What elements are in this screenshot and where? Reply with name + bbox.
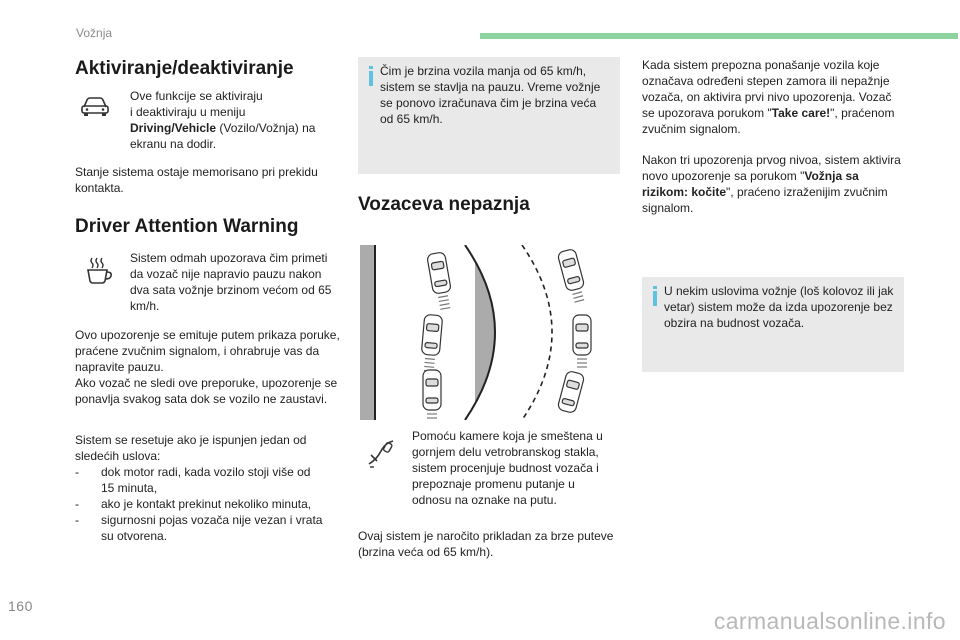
level2-warning-text: Nakon tri upozorenja prvog nivoa, sistem aktivira novo upozorenje sa porukom "Vožnja sa rizikom: kočite", praćeno izraženijim zvučnim signalom. xyxy=(642,153,901,215)
level1-warning-text: Kada sistem prepozna ponašanje vozila koje označava određeni stepen zamora ili nepažnje vozača, on aktivira prvi nivo upozorenja. Vozač se upozorava porukom "Take care!", praćenom zvučnim signalom. xyxy=(642,58,895,136)
info-icon xyxy=(651,286,659,311)
note-box-conditions xyxy=(642,277,904,372)
accent-bar xyxy=(480,33,958,39)
lane-camera-icon xyxy=(365,437,397,469)
reset-intro: Sistem se resetuje ako je ispunjen jedan od sledećih uslova: xyxy=(75,433,307,463)
suitable-text: Ovaj sistem je naročito prikladan za brze puteve (brzina veća od 65 km/h). xyxy=(358,529,614,559)
watermark: carmanualsonline.info xyxy=(713,608,946,634)
memorised-text: Stanje sistema ostaje memorisano pri prekidu kontakta. xyxy=(75,165,318,195)
coffee-cup-icon xyxy=(83,255,115,287)
section-tab: Vožnja xyxy=(76,26,113,40)
note-conditions-text: U nekim uslovima vožnje (loš kolovoz ili jak vetar) sistem može da izda upozorenje bez obzira na budnost vozača. xyxy=(664,284,894,330)
car-icon xyxy=(79,89,111,121)
activation-text: Ove funkcije se aktiviraju i deaktiviraju u meniju Driving/Vehicle (Vozilo/Vožnja) na ekranu na dodir. xyxy=(130,89,316,151)
warning-paragraph: Ovo upozorenje se emituje putem prikaza poruke, praćene zvučnim signalom, i ohrabruje vas da napravite pauzu. Ako vozač ne sledi ove preporuke, upozorenje se ponavlja svakog sata dok se vozilo ne zaustavi. xyxy=(75,328,340,406)
title-activation: Aktiviranje/deaktiviranje xyxy=(75,58,294,79)
note-box-pause xyxy=(358,57,620,174)
title-vozaceva: Vozaceva nepaznja xyxy=(358,194,530,215)
reset-conditions xyxy=(75,432,343,544)
reset-item: - dok motor radi, kada vozilo stoji više od 15 minuta, xyxy=(75,465,311,495)
note-pause-text: Čim je brzina vozila manja od 65 km/h, sistem se stavlja na pauzu. Vreme vožnje se ponovo izračunava čim je brzina veća od 65 km/h. xyxy=(380,64,601,126)
title-daw: Driver Attention Warning xyxy=(75,216,299,237)
road-illustration xyxy=(360,245,620,420)
daw-icon-text: Sistem odmah upozorava čim primeti da vozač nije napravio pauzu nakon dva sata vožnje brzinom većom od 65 km/h. xyxy=(130,251,332,313)
reset-item: - sigurnosni pojas vozača nije vezan i vrata su otvorena. xyxy=(75,513,323,543)
reset-item: - ako je kontakt prekinut nekoliko minuta, xyxy=(75,497,312,511)
page-number: 160 xyxy=(8,598,33,614)
info-icon xyxy=(367,66,375,91)
camera-text: Pomoću kamere koja je smeštena u gornjem delu vetrobranskog stakla, sistem procenjuje budnost vozača i prepoznaje promenu putanje u odnosu na oznake na putu. xyxy=(412,429,603,507)
